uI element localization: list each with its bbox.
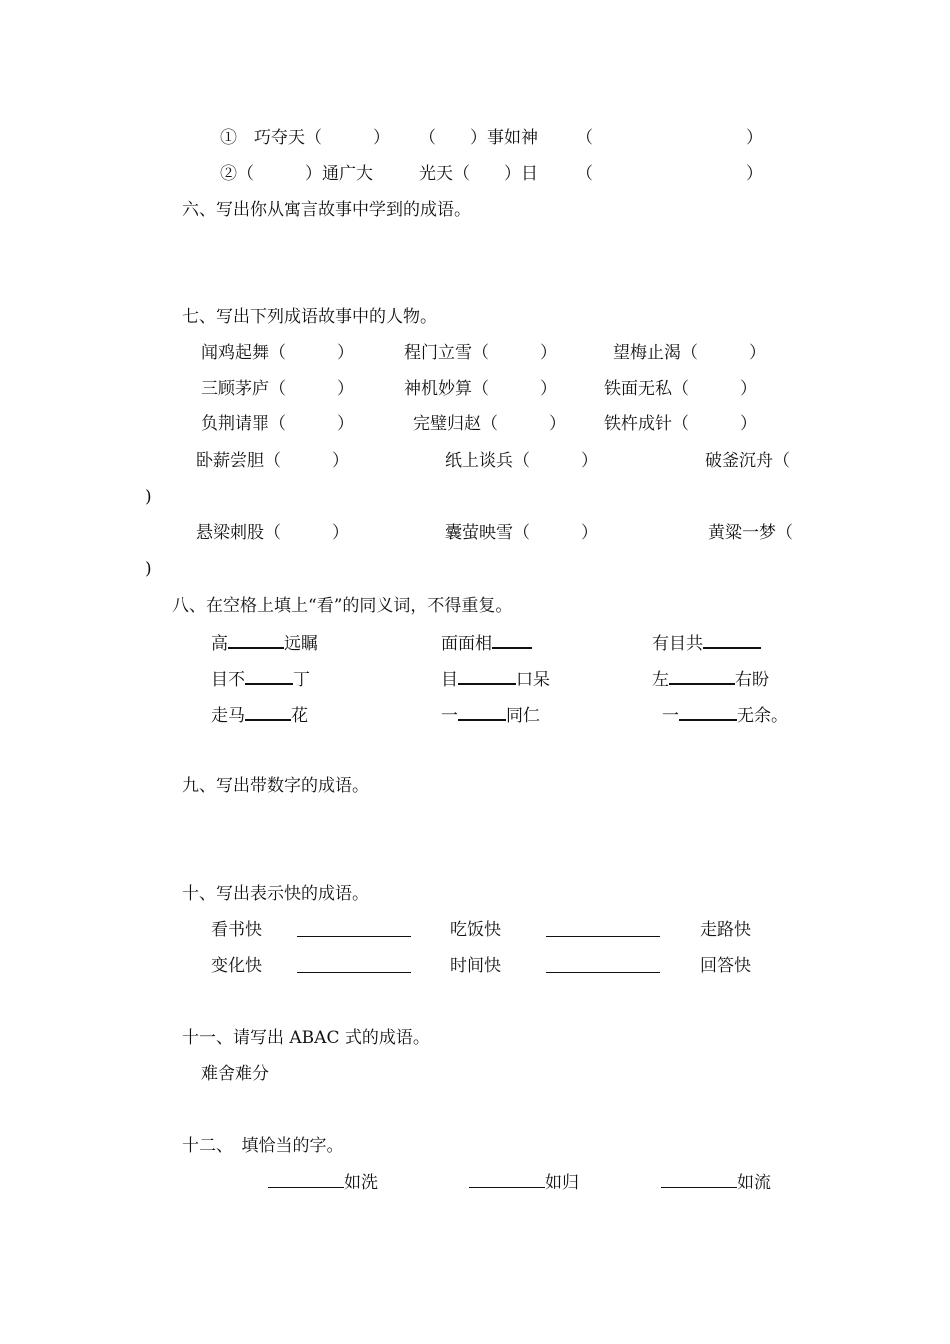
s8-item: 走马 花 [211,703,308,727]
s5-row2-item1: ②（ ）通广大 [220,164,373,184]
s6-title: 六、写出你从寓言故事中学到的成语。 [182,200,471,220]
s10-answer-line [546,956,660,973]
s8-item: 目不 丁 [211,667,310,691]
s10-label: 看书快 [211,920,262,940]
s7-item: 铁面无私（ ） [604,379,757,399]
s8-item: 有目共 [652,631,761,655]
s7-item: 卧薪尝胆（ ） [196,451,349,471]
s5-row1-item1: ① 巧夺天（ ） [220,128,390,148]
s7-item: 闻鸡起舞（ ） [201,343,354,363]
s7-item: 神机妙算（ ） [404,379,557,399]
s7-item: 程门立雪（ ） [404,343,557,363]
s7-item: 负荆请罪（ ） [201,414,354,434]
s10-label: 吃饭快 [450,920,501,940]
s10-label: 回答快 [700,956,751,976]
s7-item: 囊萤映雪（ ） [445,523,598,543]
s9-title: 九、写出带数字的成语。 [182,776,369,796]
s10-answer-line [297,956,411,973]
s12-item: 如洗 [268,1171,378,1194]
s11-example: 难舍难分 [201,1064,269,1084]
s7-item: 望梅止渴（ ） [613,343,766,363]
s5-row1-item2: （ ）事如神 [419,128,538,148]
s7-item: 纸上谈兵（ ） [445,451,598,471]
s10-answer-line [297,920,411,937]
s7-item: 悬梁刺股（ ） [196,523,349,543]
s8-item: 面面相 [441,631,532,655]
s5-row2-item2: 光天（ ）日 [419,164,538,184]
s7-item: 铁杵成针（ ） [604,414,757,434]
s10-label: 走路快 [700,920,751,940]
s12-item: 如归 [469,1171,579,1194]
s10-label: 变化快 [211,956,262,976]
s10-title: 十、写出表示快的成语。 [182,884,369,904]
s5-row2-item3: （ ） [576,164,763,184]
s8-item: 一 同仁 [441,703,540,727]
s7-item: 三顾茅庐（ ） [201,379,354,399]
s7-item: 破釜沉舟（ [705,451,790,471]
s7-wrap-paren: ) [145,487,152,507]
s11-title: 十一、请写出 ABAC 式的成语。 [182,1028,430,1048]
s10-answer-line [546,920,660,937]
s8-item: 目 口呆 [441,667,550,691]
s12-title: 十二、 填恰当的字。 [182,1136,344,1156]
s8-item: 一 无余。 [662,703,788,727]
s8-item: 左 右盼 [652,667,769,691]
s7-item: 黄粱一梦（ [708,523,793,543]
s8-title: 八、在空格上填上“看”的同义词，不得重复。 [172,596,513,616]
s7-title: 七、写出下列成语故事中的人物。 [182,307,437,327]
s10-label: 时间快 [450,956,501,976]
s7-item: 完璧归赵（ ） [413,414,566,434]
s8-item: 高 远瞩 [211,631,318,655]
s5-row1-item3: （ ） [576,128,763,148]
s7-wrap-paren: ) [145,559,152,579]
s12-item: 如流 [661,1171,771,1194]
